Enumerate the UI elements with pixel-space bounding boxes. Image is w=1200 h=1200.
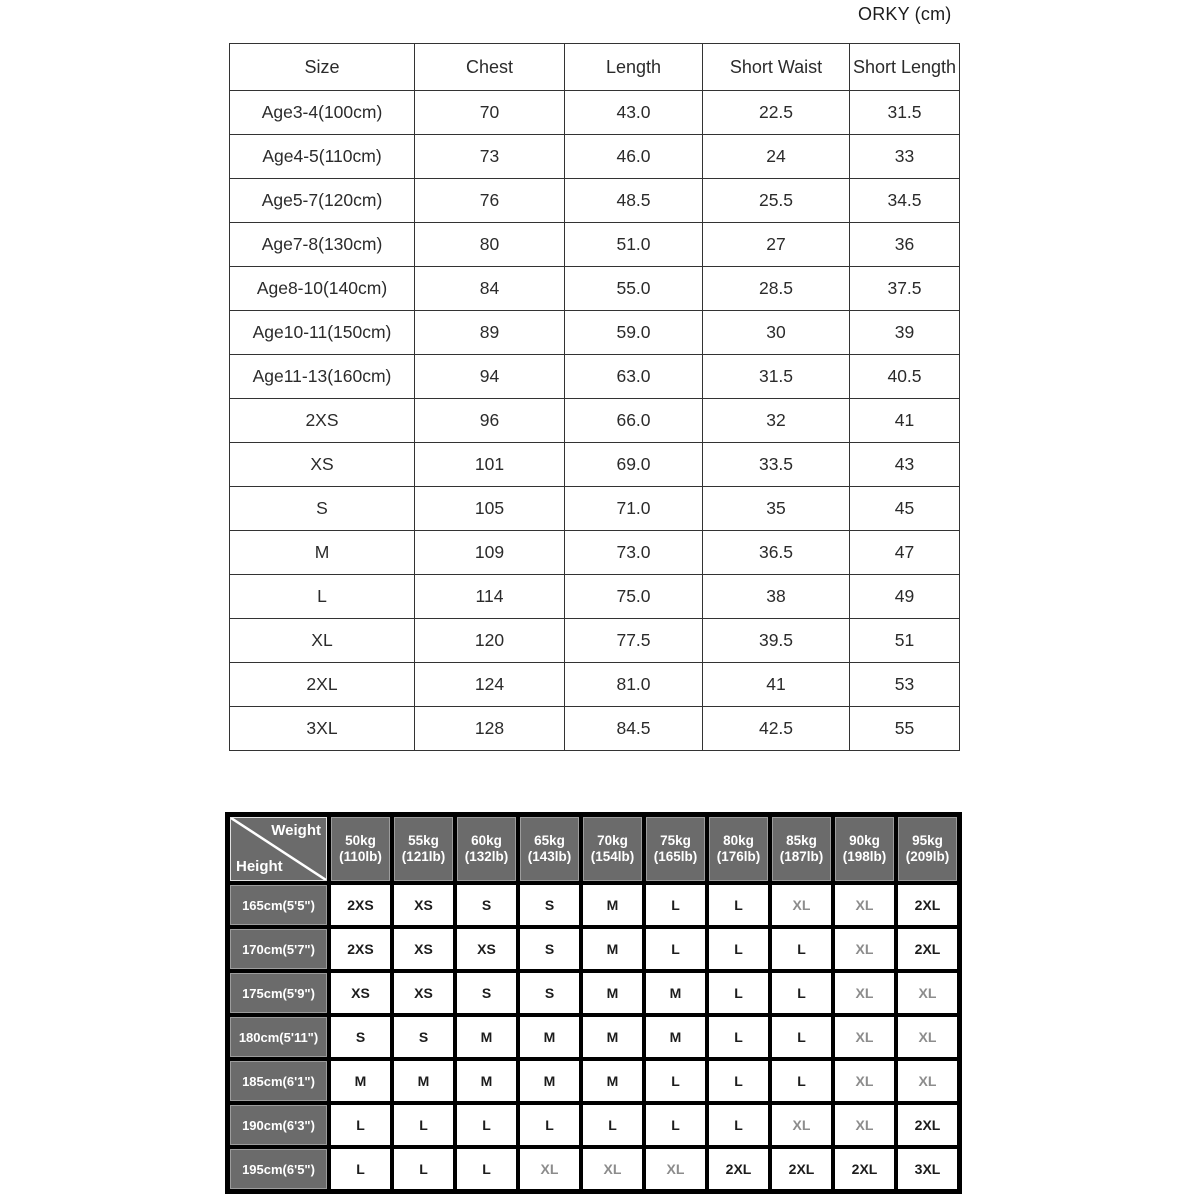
height-row-header: 190cm(6'3") [230,1105,327,1145]
size-label-cell: M [230,531,415,575]
measurement-value-cell: 27 [703,223,850,267]
weight-lb-label: (165lb) [653,849,698,864]
recommended-size-cell: M [583,1017,642,1057]
recommended-size-cell: L [331,1105,390,1145]
recommended-size-cell: XS [394,885,453,925]
recommended-size-cell: 2XL [772,1149,831,1189]
measurement-value-cell: 96 [415,399,565,443]
recommended-size-cell: L [583,1105,642,1145]
weight-lb-label: (198lb) [842,849,887,864]
height-row-header: 175cm(5'9") [230,973,327,1013]
size-table-row [230,179,960,223]
size-table-header [230,44,960,91]
measurement-value-cell: 45 [850,487,960,531]
measurement-value-cell: 33.5 [703,443,850,487]
measurement-value-cell: 80 [415,223,565,267]
size-table-row [230,663,960,707]
size-label-cell: Age10-11(150cm) [230,311,415,355]
recommended-size-cell: M [583,1061,642,1101]
recommended-size-cell: L [772,1061,831,1101]
measurement-value-cell: 69.0 [565,443,703,487]
measurement-value-cell: 109 [415,531,565,575]
measurement-value-cell: 41 [850,399,960,443]
size-label-cell: Age7-8(130cm) [230,223,415,267]
size-table-row [230,619,960,663]
size-table-row [230,223,960,267]
recommended-size-cell: L [772,973,831,1013]
measurement-value-cell: 22.5 [703,91,850,135]
measurement-value-cell: 47 [850,531,960,575]
size-table-column-header: Chest [415,44,565,91]
measurement-value-cell: 46.0 [565,135,703,179]
size-label-cell: Age5-7(120cm) [230,179,415,223]
measurement-value-cell: 71.0 [565,487,703,531]
weight-kg-label: 50kg [345,833,376,849]
measurement-value-cell: 31.5 [703,355,850,399]
measurement-value-cell: 48.5 [565,179,703,223]
recommended-size-cell: 2XS [331,885,390,925]
measurement-value-cell: 28.5 [703,267,850,311]
measurement-value-cell: 39 [850,311,960,355]
size-label-cell: 3XL [230,707,415,751]
weight-column-header [457,817,516,881]
weight-column-header [709,817,768,881]
weight-lb-label: (154lb) [590,849,635,864]
measurement-value-cell: 49 [850,575,960,619]
recommended-size-cell: S [457,973,516,1013]
corner-weight-label: Weight [271,822,321,839]
height-row-header: 185cm(6'1") [230,1061,327,1101]
size-table-row [230,267,960,311]
recommended-size-cell: XS [394,973,453,1013]
recommended-size-cell: M [583,885,642,925]
measurement-value-cell: 114 [415,575,565,619]
weight-column-header [772,817,831,881]
size-label-cell: L [230,575,415,619]
measurement-value-cell: 89 [415,311,565,355]
measurement-value-cell: 51.0 [565,223,703,267]
recommended-size-cell: L [709,929,768,969]
weight-lb-label: (132lb) [464,849,509,864]
recommended-size-cell: L [394,1105,453,1145]
brand-unit-label: ORKY (cm) [858,4,952,24]
recommended-size-cell: 2XL [709,1149,768,1189]
size-table-column-header: Length [565,44,703,91]
size-label-cell: 2XS [230,399,415,443]
fit-table-row [230,973,957,1013]
measurement-value-cell: 94 [415,355,565,399]
weight-column-header [898,817,957,881]
weight-column-header [394,817,453,881]
recommended-size-cell: S [520,973,579,1013]
weight-kg-label: 85kg [786,833,817,849]
recommended-size-cell: XL [835,1105,894,1145]
recommended-size-cell: XL [835,929,894,969]
recommended-size-cell: L [709,1061,768,1101]
measurement-value-cell: 24 [703,135,850,179]
recommended-size-cell: L [520,1105,579,1145]
size-table-row [230,355,960,399]
measurement-value-cell: 53 [850,663,960,707]
recommended-size-cell: XL [835,973,894,1013]
measurement-value-cell: 81.0 [565,663,703,707]
measurement-value-cell: 31.5 [850,91,960,135]
measurement-value-cell: 128 [415,707,565,751]
recommended-size-cell: XL [835,1061,894,1101]
weight-kg-label: 70kg [597,833,628,849]
measurement-value-cell: 70 [415,91,565,135]
recommended-size-cell: S [520,929,579,969]
measurement-value-cell: 59.0 [565,311,703,355]
recommended-size-cell: M [331,1061,390,1101]
weight-column-header [331,817,390,881]
height-weight-fit-table [225,812,962,1194]
recommended-size-cell: 3XL [898,1149,957,1189]
recommended-size-cell: XL [583,1149,642,1189]
measurement-value-cell: 75.0 [565,575,703,619]
recommended-size-cell: L [646,1061,705,1101]
measurement-value-cell: 66.0 [565,399,703,443]
measurement-value-cell: 77.5 [565,619,703,663]
recommended-size-cell: M [457,1061,516,1101]
recommended-size-cell: XL [898,1061,957,1101]
fit-table-row [230,885,957,925]
recommended-size-cell: L [646,929,705,969]
size-table-row [230,135,960,179]
recommended-size-cell: XL [835,885,894,925]
recommended-size-cell: L [709,885,768,925]
measurement-value-cell: 38 [703,575,850,619]
measurement-value-cell: 55.0 [565,267,703,311]
weight-kg-label: 95kg [912,833,943,849]
size-table-row [230,399,960,443]
measurement-value-cell: 41 [703,663,850,707]
recommended-size-cell: 2XL [898,1105,957,1145]
recommended-size-cell: S [457,885,516,925]
recommended-size-cell: XL [520,1149,579,1189]
size-label-cell: 2XL [230,663,415,707]
weight-kg-label: 55kg [408,833,439,849]
measurement-value-cell: 43 [850,443,960,487]
weight-lb-label: (176lb) [716,849,761,864]
recommended-size-cell: XL [898,973,957,1013]
size-table-row [230,531,960,575]
weight-column-header [835,817,894,881]
recommended-size-cell: L [331,1149,390,1189]
measurement-value-cell: 73.0 [565,531,703,575]
recommended-size-cell: L [394,1149,453,1189]
measurement-value-cell: 101 [415,443,565,487]
recommended-size-cell: L [772,1017,831,1057]
recommended-size-cell: M [457,1017,516,1057]
measurement-value-cell: 33 [850,135,960,179]
measurement-value-cell: 36.5 [703,531,850,575]
recommended-size-cell: L [772,929,831,969]
height-row-header: 165cm(5'5") [230,885,327,925]
recommended-size-cell: 2XS [331,929,390,969]
weight-kg-label: 75kg [660,833,691,849]
measurement-value-cell: 34.5 [850,179,960,223]
height-row-header: 195cm(6'5") [230,1149,327,1189]
recommended-size-cell: M [646,973,705,1013]
weight-kg-label: 80kg [723,833,754,849]
recommended-size-cell: M [583,973,642,1013]
measurement-value-cell: 40.5 [850,355,960,399]
recommended-size-cell: L [646,885,705,925]
size-table-row [230,311,960,355]
recommended-size-cell: L [457,1149,516,1189]
recommended-size-cell: L [709,1017,768,1057]
recommended-size-cell: M [583,929,642,969]
size-measurement-table [229,43,960,751]
fit-table-body [230,885,957,1189]
size-label-cell: XL [230,619,415,663]
size-label-cell: Age11-13(160cm) [230,355,415,399]
weight-kg-label: 60kg [471,833,502,849]
recommended-size-cell: XS [457,929,516,969]
height-row-header: 180cm(5'11") [230,1017,327,1057]
measurement-value-cell: 37.5 [850,267,960,311]
measurement-value-cell: 105 [415,487,565,531]
recommended-size-cell: 2XL [898,929,957,969]
recommended-size-cell: M [394,1061,453,1101]
measurement-value-cell: 39.5 [703,619,850,663]
size-table-column-header: Short Length [850,44,960,91]
fit-table-header [230,817,957,881]
size-label-cell: Age8-10(140cm) [230,267,415,311]
recommended-size-cell: L [709,1105,768,1145]
measurement-value-cell: 73 [415,135,565,179]
fit-table-row [230,1105,957,1145]
size-table-body [230,91,960,751]
measurement-value-cell: 32 [703,399,850,443]
size-table-row [230,707,960,751]
recommended-size-cell: M [520,1061,579,1101]
weight-lb-label: (187lb) [779,849,824,864]
recommended-size-cell: L [646,1105,705,1145]
size-table-row [230,487,960,531]
recommended-size-cell: XL [646,1149,705,1189]
weight-column-header [646,817,705,881]
size-label-cell: S [230,487,415,531]
weight-column-header [583,817,642,881]
weight-lb-label: (143lb) [527,849,572,864]
recommended-size-cell: XL [898,1017,957,1057]
weight-lb-label: (209lb) [905,849,950,864]
recommended-size-cell: M [520,1017,579,1057]
measurement-value-cell: 51 [850,619,960,663]
size-table-column-header: Short Waist [703,44,850,91]
recommended-size-cell: S [331,1017,390,1057]
recommended-size-cell: 2XL [835,1149,894,1189]
fit-table-row [230,929,957,969]
measurement-value-cell: 43.0 [565,91,703,135]
fit-table-row [230,1017,957,1057]
recommended-size-cell: XS [331,973,390,1013]
recommended-size-cell: S [394,1017,453,1057]
weight-lb-label: (121lb) [401,849,446,864]
recommended-size-cell: L [457,1105,516,1145]
measurement-value-cell: 35 [703,487,850,531]
measurement-value-cell: 63.0 [565,355,703,399]
size-table-row [230,575,960,619]
size-table-row [230,91,960,135]
recommended-size-cell: M [646,1017,705,1057]
size-table-column-header: Size [230,44,415,91]
recommended-size-cell: 2XL [898,885,957,925]
measurement-value-cell: 124 [415,663,565,707]
weight-lb-label: (110lb) [339,849,382,864]
size-table-header-row [230,44,960,91]
size-label-cell: XS [230,443,415,487]
measurement-value-cell: 120 [415,619,565,663]
recommended-size-cell: L [709,973,768,1013]
fit-table-header-row [230,817,957,881]
measurement-value-cell: 42.5 [703,707,850,751]
measurement-value-cell: 36 [850,223,960,267]
recommended-size-cell: XL [772,885,831,925]
recommended-size-cell: XS [394,929,453,969]
weight-kg-label: 90kg [849,833,880,849]
weight-height-corner-cell [230,817,327,881]
measurement-value-cell: 25.5 [703,179,850,223]
measurement-value-cell: 30 [703,311,850,355]
weight-column-header [520,817,579,881]
height-row-header: 170cm(5'7") [230,929,327,969]
recommended-size-cell: XL [772,1105,831,1145]
size-label-cell: Age4-5(110cm) [230,135,415,179]
corner-height-label: Height [236,857,283,875]
weight-kg-label: 65kg [534,833,565,849]
measurement-value-cell: 76 [415,179,565,223]
fit-table-row [230,1149,957,1189]
size-label-cell: Age3-4(100cm) [230,91,415,135]
size-table-row [230,443,960,487]
measurement-value-cell: 84.5 [565,707,703,751]
recommended-size-cell: S [520,885,579,925]
measurement-value-cell: 55 [850,707,960,751]
fit-table-row [230,1061,957,1101]
recommended-size-cell: XL [835,1017,894,1057]
measurement-value-cell: 84 [415,267,565,311]
